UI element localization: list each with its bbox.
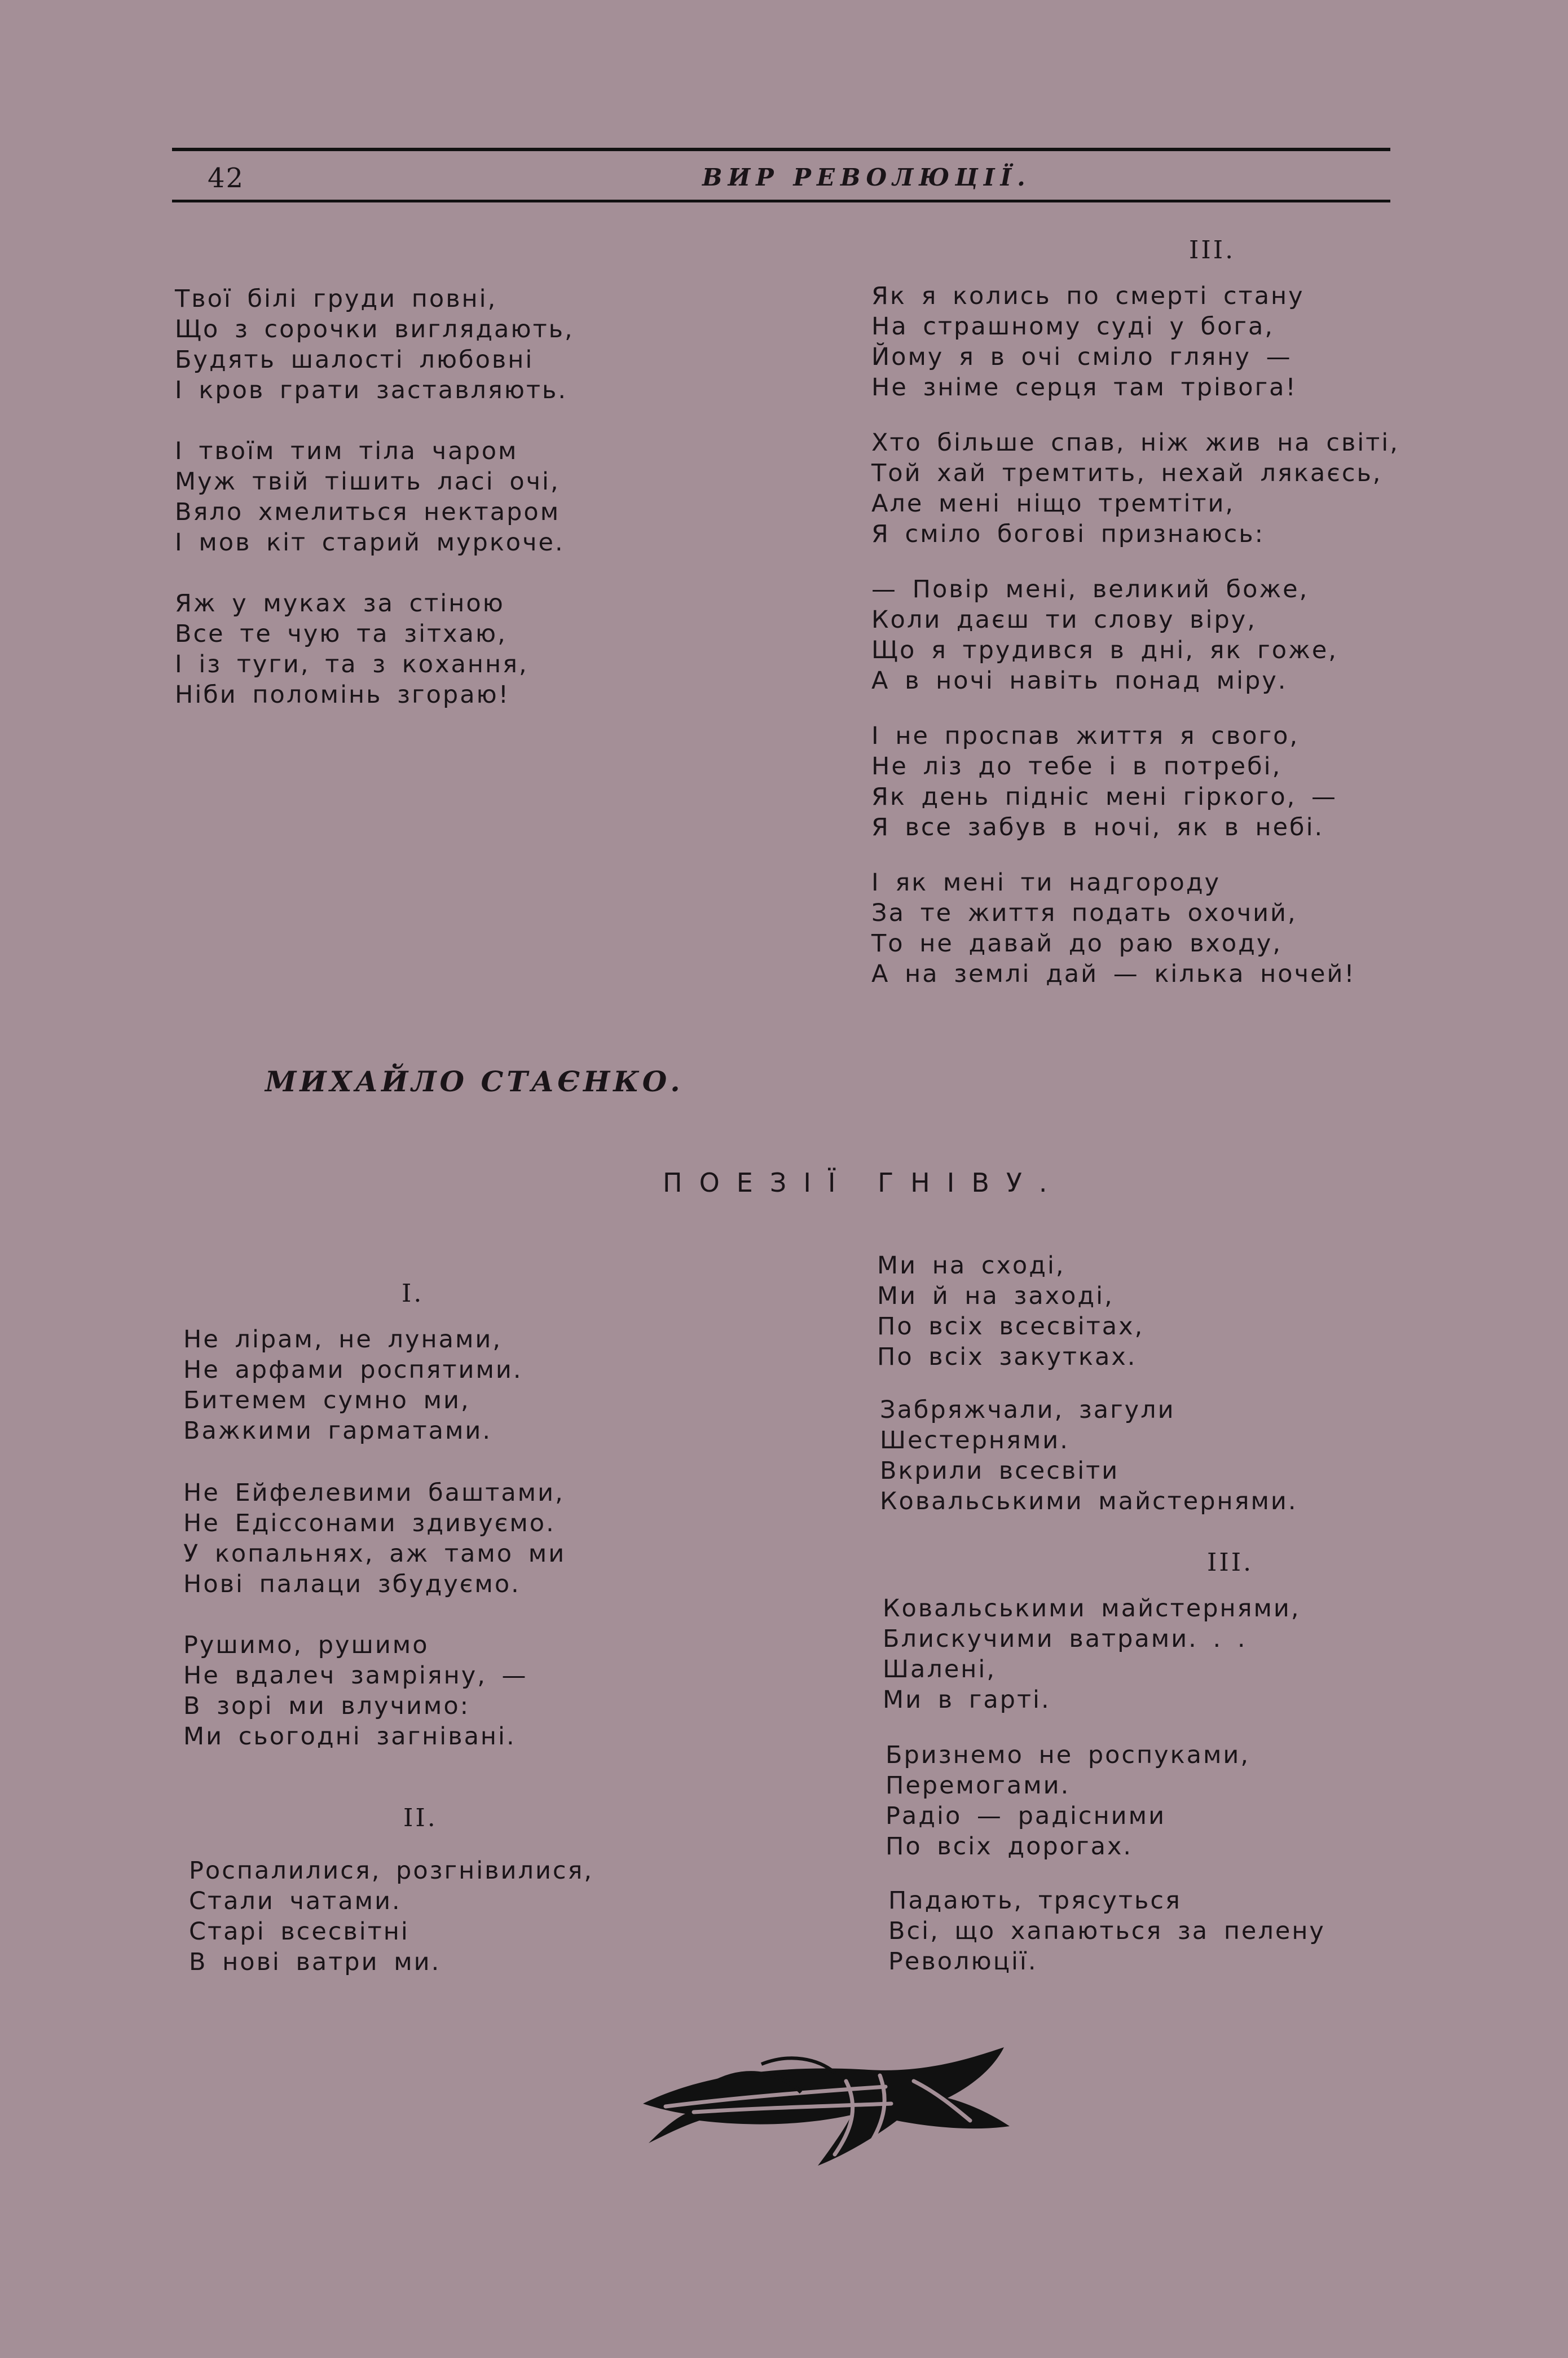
- gniv-3-stanza-1: Ковальськими майстернями, Блискучими ватрами. . . Шалені, Ми в гарті.: [883, 1594, 1301, 1714]
- section-numeral-1: І.: [402, 1279, 424, 1308]
- gniv-2-stanza-2: Ми на сході, Ми й на заході, По всіх всесвітах, По всіх закутках.: [877, 1251, 1144, 1371]
- gniv-1-stanza-1: Не лірам, не лунами, Не арфами роспятими. Битемем сумно ми, Важкими гарматами.: [183, 1325, 523, 1445]
- page-number: 42: [208, 162, 245, 194]
- header-rule-bottom: [172, 200, 1390, 202]
- poem-top-right-stanza-2: Хто більше спав, ніж жив на світі, Той хай тремтить, нехай лякаєсь, Але мені ніщо тремтіти, Я сміло богові признаюсь:: [871, 429, 1399, 548]
- poem-top-right-stanza-1: Як я колись по смерті стану На страшному суді у бога, Йому я в очі сміло гляну — Не зніме серця там трівога!: [871, 282, 1305, 402]
- section-numeral-3: ІІІ.: [1207, 1548, 1254, 1577]
- poem-top-right-stanza-3: — Повір мені, великий боже, Коли даєш ти слову віру, Що я трудився в дні, як гоже, А в ночі навіть понад міру.: [871, 575, 1338, 695]
- gniv-1-stanza-2: Не Ейфелевими баштами, Не Едіссонами здивуємо. У копальнях, аж тамо ми Нові палаци збудуємо.: [183, 1479, 566, 1598]
- gniv-1-stanza-3: Рушимо, рушимо Не вдалеч замріяну, — В зорі ми влучимо: Ми сьогодні загнівані.: [183, 1631, 528, 1751]
- feather-ornament-icon: [632, 2042, 1015, 2177]
- gniv-2-stanza-1: Роспалилися, розгнівилися, Стали чатами. Старі всесвітні В нові ватри ми.: [189, 1857, 594, 1976]
- gniv-2-stanza-3: Забряжчали, загули Шестернями. Вкрили всесвіти Ковальськими майстернями.: [880, 1396, 1298, 1515]
- section-numeral-3-top: III.: [1189, 236, 1236, 265]
- section-numeral-2: ІІ.: [403, 1804, 438, 1832]
- author-name: МИХАЙЛО СТАЄНКО.: [265, 1065, 684, 1098]
- poem-title: ПОЕЗІЇ ГНІВУ.: [663, 1167, 1064, 1198]
- header-rule-top: [172, 148, 1390, 151]
- running-head: ВИР РЕВОЛЮЦІЇ.: [702, 164, 1031, 191]
- poem-top-right-stanza-4: І не проспав життя я свого, Не ліз до тебе і в потребі, Як день підніс мені гіркого, — Я все забув в ночі, як в небі.: [871, 722, 1337, 841]
- gniv-3-stanza-3: Падають, трясуться Всі, що хапаються за пелену Революції.: [888, 1887, 1325, 1976]
- gniv-3-stanza-2: Бризнемо не роспуками, Перемогами. Радіо — радісними По всіх дорогах.: [886, 1741, 1250, 1861]
- poem-top-left-stanza-3: Яж у муках за стіною Все те чую та зітхаю, І із туги, та з кохання, Ніби поломінь згораю!: [175, 589, 528, 709]
- poem-top-left-stanza-1: Твої білі груди повні, Що з сорочки виглядають, Будять шалості любовні І кров грати заставляють.: [175, 285, 574, 404]
- poem-top-right-stanza-5: І як мені ти надгороду За те життя подать охочий, То не давай до раю входу, А на землі дай — кілька ночей!: [871, 869, 1356, 988]
- poem-top-left-stanza-2: І твоїм тим тіла чаром Муж твій тішить ласі очі, Вяло хмелиться нектаром І мов кіт старий муркоче.: [175, 437, 565, 557]
